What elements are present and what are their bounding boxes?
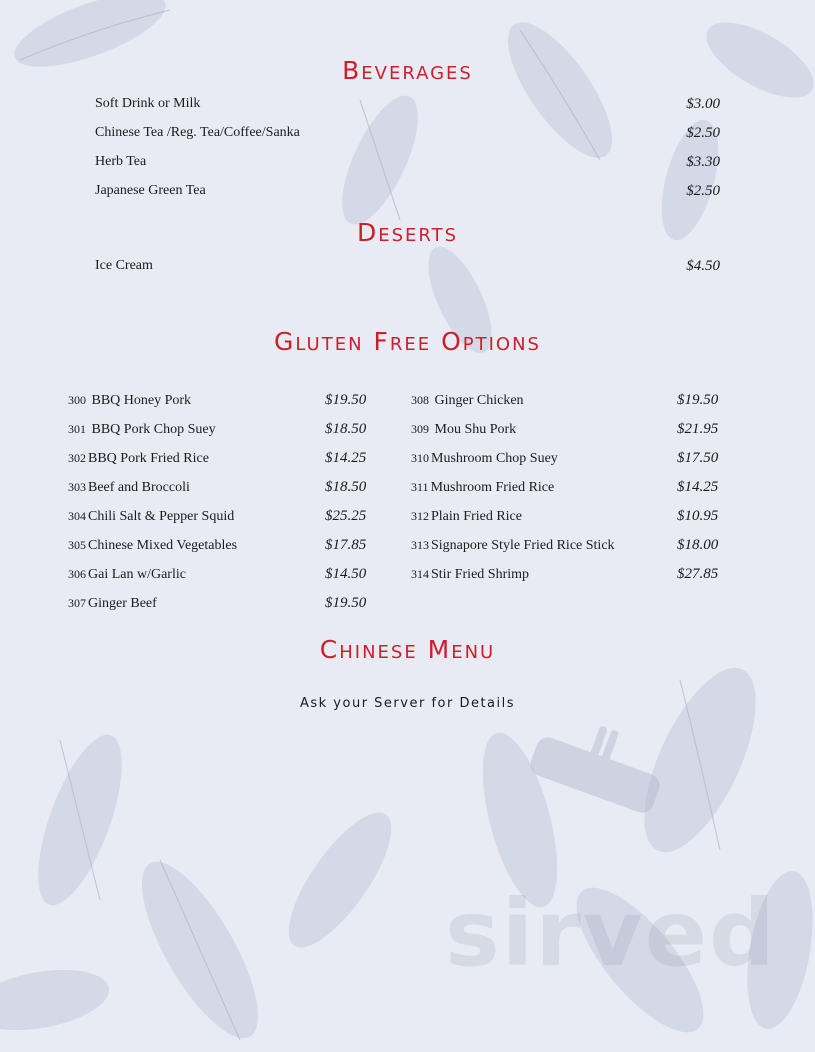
item-price: $14.50 [325, 566, 367, 582]
item-price: $14.25 [325, 450, 367, 466]
item-name: Soft Drink or Milk [95, 96, 201, 111]
gluten-free-heading: Gluten Free Options [274, 327, 541, 356]
item-name: Japanese Green Tea [95, 183, 206, 198]
item-number: 309 [411, 422, 429, 436]
item-price: $21.95 [677, 421, 719, 437]
item-number: 305 [68, 538, 86, 552]
beverages-heading: Beverages [342, 56, 473, 85]
item-price: $14.25 [677, 479, 719, 495]
item-price: $25.25 [325, 508, 367, 524]
item-price: $19.50 [325, 392, 367, 408]
item-price: $3.00 [686, 96, 720, 112]
list-item [411, 534, 723, 556]
item-name: Mushroom Fried Rice [430, 480, 555, 495]
item-number: 304 [68, 509, 86, 523]
sirved-watermark: sirved [445, 880, 777, 987]
list-item [411, 447, 723, 469]
item-price: $19.50 [677, 392, 719, 408]
deserts-heading: Deserts [356, 218, 459, 247]
item-number: 307 [68, 596, 86, 610]
item-number: 303 [68, 480, 86, 494]
item-price: $19.50 [325, 595, 367, 611]
list-item [411, 418, 723, 440]
item-name: BBQ Pork Fried Rice [88, 451, 209, 466]
list-item [95, 93, 720, 115]
list-item [68, 418, 370, 440]
item-name: Ice Cream [95, 258, 153, 273]
list-item [68, 476, 370, 498]
list-item [68, 534, 370, 556]
item-number: 314 [411, 567, 429, 581]
item-price: $2.50 [686, 125, 720, 141]
list-item [95, 255, 720, 277]
list-item [68, 389, 370, 411]
item-price: $10.95 [677, 508, 719, 524]
item-name: Herb Tea [95, 154, 147, 169]
fork-knife-logo-icon [520, 715, 680, 865]
item-number: 308 [411, 393, 429, 407]
list-item [411, 505, 723, 527]
list-item [68, 505, 370, 527]
item-number: 300 [68, 393, 86, 407]
item-number: 313 [411, 538, 429, 552]
item-name: Ginger Chicken [434, 393, 524, 408]
item-name: Mushroom Chop Suey [431, 451, 558, 466]
item-number: 312 [411, 509, 429, 523]
item-price: $18.00 [677, 537, 719, 553]
item-name: Chili Salt & Pepper Squid [88, 509, 235, 524]
list-item [411, 476, 723, 498]
item-name: Chinese Mixed Vegetables [88, 538, 238, 553]
chinese-menu-subtitle: Ask your Server for Details [299, 696, 516, 711]
item-price: $18.50 [325, 479, 367, 495]
list-item [95, 151, 720, 173]
item-name: Chinese Tea /Reg. Tea/Coffee/Sanka [95, 125, 300, 140]
list-item [411, 563, 723, 585]
item-name: Beef and Broccoli [88, 480, 190, 495]
item-number: 302 [68, 451, 86, 465]
item-name: BBQ Honey Pork [91, 393, 192, 408]
list-item [411, 389, 723, 411]
item-number: 310 [411, 451, 429, 465]
item-price: $17.50 [677, 450, 719, 466]
item-number: 311 [411, 480, 429, 494]
item-name: Ginger Beef [88, 596, 157, 611]
item-price: $4.50 [686, 258, 720, 274]
list-item [68, 447, 370, 469]
list-item [95, 122, 720, 144]
chinese-menu-heading: Chinese Menu [319, 635, 496, 664]
list-item [68, 563, 370, 585]
item-name: Signapore Style Fried Rice Stick [431, 538, 615, 553]
item-price: $18.50 [325, 421, 367, 437]
item-price: $27.85 [677, 566, 719, 582]
item-number: 301 [68, 422, 86, 436]
item-price: $2.50 [686, 183, 720, 199]
item-price: $17.85 [325, 537, 367, 553]
item-price: $3.30 [686, 154, 720, 170]
item-name: Gai Lan w/Garlic [88, 567, 186, 582]
item-number: 306 [68, 567, 86, 581]
item-name: Stir Fried Shrimp [431, 567, 530, 582]
item-name: Mou Shu Pork [434, 422, 517, 437]
item-name: Plain Fried Rice [431, 509, 522, 524]
item-name: BBQ Pork Chop Suey [91, 422, 216, 437]
list-item [68, 592, 370, 614]
list-item [95, 180, 720, 202]
